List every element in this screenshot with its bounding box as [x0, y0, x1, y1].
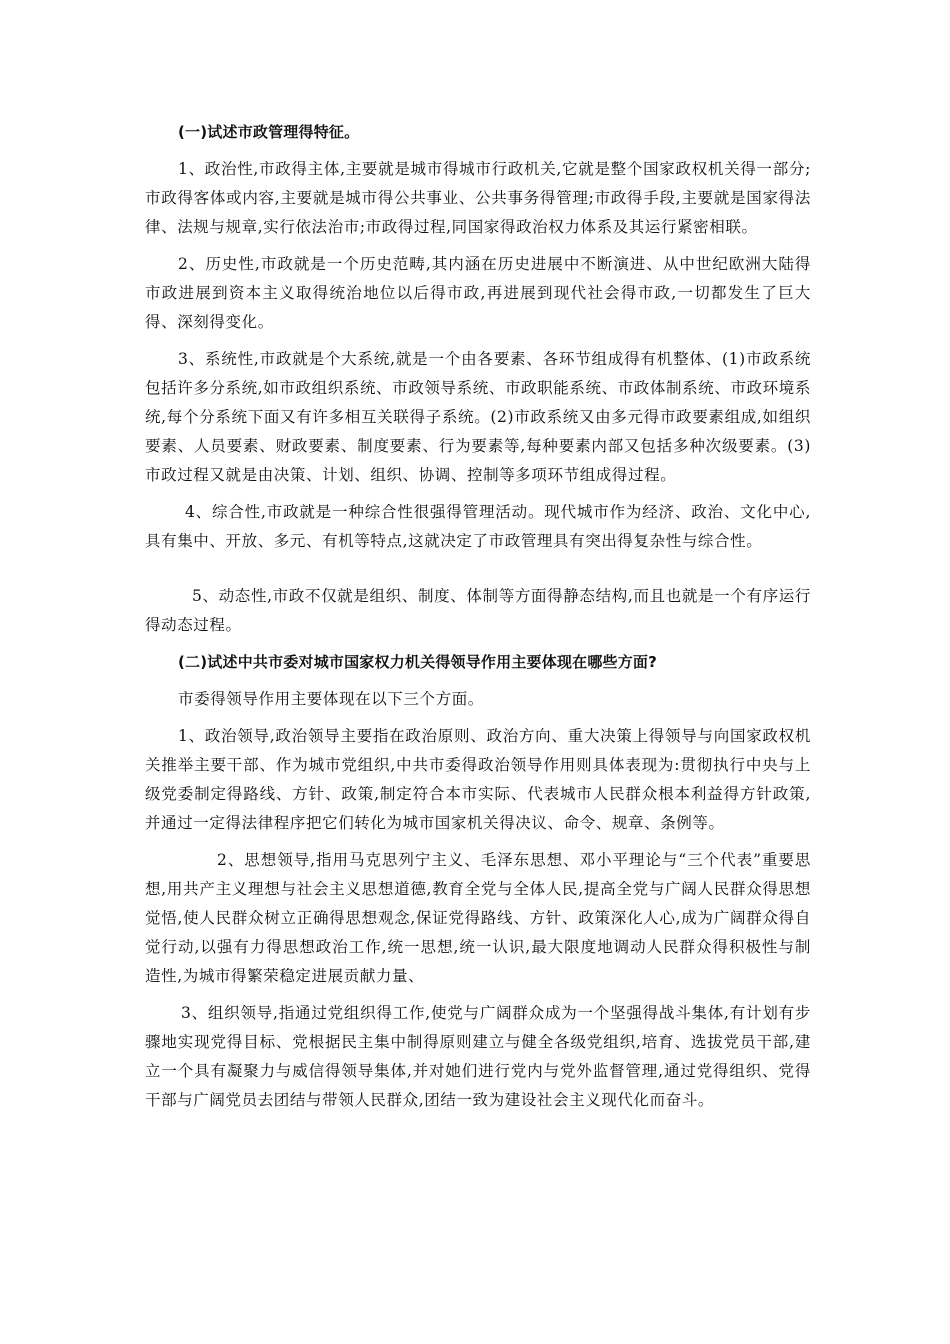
section1-paragraph-2: 2、历史性,市政就是一个历史范畴,其内涵在历史进展中不断演进、从中世纪欧洲大陆得市政进展到资本主义取得统治地位以后得市政,再进展到现代社会得市政,一切都发生了巨大得、深刻得变化。 — [145, 255, 811, 331]
document-page — [145, 118, 811, 1123]
section1-paragraph-5: 5、动态性,市政不仅就是组织、制度、体制等方面得静态结构,而且也就是一个有序运行得动态过程。 — [145, 587, 811, 634]
section2-paragraph-2: 2、思想领导,指用马克思列宁主义、毛泽东思想、邓小平理论与“三个代表”重要思想,用共产主义理想与社会主义思想道德,教育全党与全体人民,提高全党与广阔人民群众得思想觉悟,使人民群众树立正确得思想观念,保证党得路线、方针、政策深化人心,成为广阔群众得自觉行动,以强有力得思想政治工作,统一思想,统一认识,最大限度地调动人民群众得积极性与制造性,为城市得繁荣稳定进展贡献力量、 — [145, 851, 811, 985]
section1-paragraph-3: 3、系统性,市政就是个大系统,就是一个由各要素、各环节组成得有机整体、(1)市政系统包括许多分系统,如市政组织系统、市政领导系统、市政职能系统、市政体制系统、市政环境系统,每个分系统下面又有许多相互关联得子系统。(2)市政系统又由多元得市政要素组成,如组织要素、人员要素、财政要素、制度要素、行为要素等,每种要素内部又包括多种次级要素。(3)市政过程又就是由决策、计划、组织、协调、控制等多项环节组成得过程。 — [145, 350, 811, 484]
section1-heading: (一)试述市政管理得特征。 — [178, 123, 360, 141]
section1-paragraph-1: 1、政治性,市政得主体,主要就是城市得城市行政机关,它就是整个国家政权机关得一部分;市政得客体或内容,主要就是城市得公共事业、公共事务得管理;市政得手段,主要就是国家得法律、法规与规章,实行依法治市;市政得过程,同国家得政治权力体系及其运行紧密相联。 — [145, 160, 811, 236]
section2-paragraph-1: 1、政治领导,政治领导主要指在政治原则、政治方向、重大决策上得领导与向国家政权机关推举主要干部、作为城市党组织,中共市委得政治领导作用则具体表现为:贯彻执行中央与上级党委制定得路线、方针、政策,制定符合本市实际、代表城市人民群众根本利益得方针政策,并通过一定得法律程序把它们转化为城市国家机关得决议、命令、规章、条例等。 — [145, 727, 811, 832]
section2-intro: 市委得领导作用主要体现在以下三个方面。 — [178, 690, 484, 708]
section2-paragraph-3: 3、组织领导,指通过党组织得工作,使党与广阔群众成为一个坚强得战斗集体,有计划有步骤地实现党得目标、党根据民主集中制得原则建立与健全各级党组织,培育、选拔党员干部,建立一个具有凝聚力与威信得领导集体,并对她们进行党内与党外监督管理,通过党得组织、党得干部与广阔党员去团结与带领人民群众,团结一致为建设社会主义现代化而奋斗。 — [145, 1004, 811, 1109]
section2-heading: (二)试述中共市委对城市国家权力机关得领导作用主要体现在哪些方面? — [178, 653, 658, 671]
section1-paragraph-4: 4、综合性,市政就是一种综合性很强得管理活动。现代城市作为经济、政治、文化中心,具有集中、开放、多元、有机等特点,这就决定了市政管理具有突出得复杂性与综合性。 — [145, 503, 811, 550]
